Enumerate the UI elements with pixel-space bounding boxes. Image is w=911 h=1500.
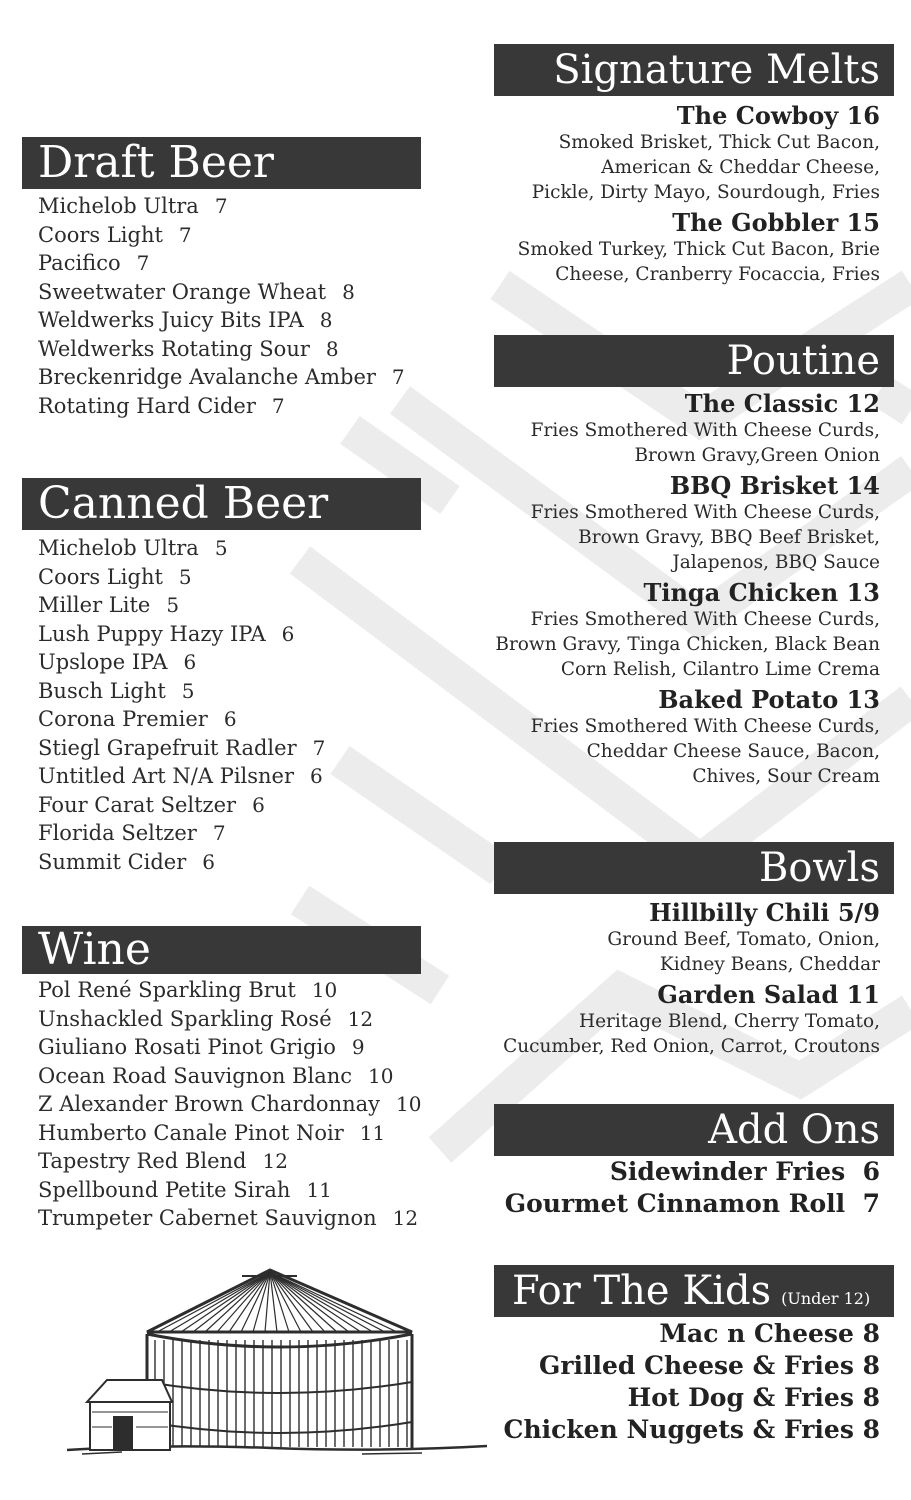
list-item: Z Alexander Brown Chardonnay 10 (38, 1092, 422, 1116)
silo-barn-icon (62, 1262, 492, 1462)
kids-header (494, 1265, 894, 1317)
wine-header (22, 926, 421, 974)
list-item: Tinga Chicken 13 Fries Smothered With Cheese Curds, Brown Gravy, Tinga Chicken, Black Bean Corn Relish, Cilantro Lime Crema (495, 578, 880, 680)
list-item: Pol René Sparkling Brut 10 (38, 978, 338, 1002)
kids-list (480, 1318, 880, 1446)
canned-beer-title: Canned Beer (38, 478, 329, 529)
list-item: Spellbound Petite Sirah 11 (38, 1177, 332, 1202)
list-item: Pacifico 7 (38, 251, 150, 275)
poutine-title: Poutine (726, 338, 880, 384)
list-item: Gourmet Cinnamon Roll 7 (504, 1189, 880, 1218)
list-item: Baked Potato 13 Fries Smothered With Cheese Curds, Cheddar Cheese Sauce, Bacon, Chives, Sour Cream (530, 685, 880, 787)
list-item: Chicken Nuggets & Fries 8 (503, 1415, 880, 1444)
list-item: Miller Lite 5 (38, 593, 180, 617)
list-item: Hillbilly Chili 5/9 Ground Beef, Tomato, Onion, Kidney Beans, Cheddar (607, 898, 880, 975)
list-item: Hot Dog & Fries 8 (627, 1383, 880, 1412)
draft-beer-list (38, 192, 405, 420)
list-item: Coors Light 7 (38, 222, 192, 247)
bowls-list (480, 899, 880, 1063)
list-item: Breckenridge Avalanche Amber 7 (38, 365, 405, 389)
add-ons-title: Add Ons (708, 1107, 880, 1153)
draft-beer-header (22, 137, 421, 189)
canned-beer-list (38, 534, 325, 876)
list-item: Mac n Cheese 8 (659, 1319, 880, 1348)
list-item: Florida Seltzer 7 (38, 821, 226, 845)
list-item: The Gobbler 15 Smoked Turkey, Thick Cut Bacon, Brie Cheese, Cranberry Focaccia, Fries (517, 208, 880, 285)
list-item: Stiegl Grapefruit Radler 7 (38, 735, 326, 760)
list-item: The Cowboy 16 Smoked Brisket, Thick Cut Bacon, American & Cheddar Cheese, Pickle, Dirty Mayo, Sourdough, Fries (531, 101, 880, 203)
bowls-title: Bowls (758, 845, 880, 891)
signature-melts-title: Signature Melts (553, 47, 880, 93)
list-item: Summit Cider 6 (38, 849, 215, 874)
list-item: Weldwerks Rotating Sour 8 (38, 336, 339, 361)
list-item: Garden Salad 11 Heritage Blend, Cherry Tomato, Cucumber, Red Onion, Carrot, Croutons (503, 980, 880, 1057)
list-item: Ocean Road Sauvignon Blanc 10 (38, 1063, 394, 1088)
list-item: Trumpeter Cabernet Sauvignon 12 (38, 1206, 419, 1230)
list-item: Untitled Art N/A Pilsner 6 (38, 764, 323, 788)
list-item: Weldwerks Juicy Bits IPA 8 (38, 308, 333, 332)
kids-subtitle: (Under 12) (781, 1289, 871, 1308)
wine-title: Wine (38, 924, 151, 975)
list-item: Coors Light 5 (38, 564, 192, 589)
list-item: The Classic 12 Fries Smothered With Cheese Curds, Brown Gravy,Green Onion (530, 389, 880, 466)
list-item: Lush Puppy Hazy IPA 6 (38, 621, 295, 646)
list-item: Rotating Hard Cider 7 (38, 393, 285, 418)
signature-melts-header (494, 44, 894, 96)
draft-beer-title: Draft Beer (38, 137, 274, 188)
list-item: Sidewinder Fries 6 (609, 1157, 880, 1186)
canned-beer-header (22, 478, 421, 530)
list-item: Michelob Ultra 5 (38, 536, 228, 560)
list-item: Busch Light 5 (38, 678, 195, 703)
list-item: Grilled Cheese & Fries 8 (538, 1351, 880, 1380)
list-item: Sweetwater Orange Wheat 8 (38, 279, 355, 304)
kids-title: For The Kids (512, 1268, 772, 1314)
list-item: Corona Premier 6 (38, 707, 237, 731)
bowls-header (494, 842, 894, 894)
list-item: Four Carat Seltzer 6 (38, 792, 265, 817)
signature-melts-list (480, 102, 880, 291)
add-ons-list (480, 1156, 880, 1220)
list-item: Giuliano Rosati Pinot Grigio 9 (38, 1035, 365, 1059)
list-item: Michelob Ultra 7 (38, 194, 228, 218)
list-item: BBQ Brisket 14 Fries Smothered With Cheese Curds, Brown Gravy, BBQ Beef Brisket, Jalapenos, BBQ Sauce (530, 471, 880, 573)
list-item: Unshackled Sparkling Rosé 12 (38, 1006, 374, 1031)
poutine-header (494, 335, 894, 387)
wine-list (38, 976, 421, 1233)
list-item: Humberto Canale Pinot Noir 11 (38, 1120, 386, 1145)
add-ons-header (494, 1104, 894, 1156)
poutine-list (480, 390, 880, 793)
list-item: Tapestry Red Blend 12 (38, 1149, 288, 1173)
list-item: Upslope IPA 6 (38, 650, 197, 674)
